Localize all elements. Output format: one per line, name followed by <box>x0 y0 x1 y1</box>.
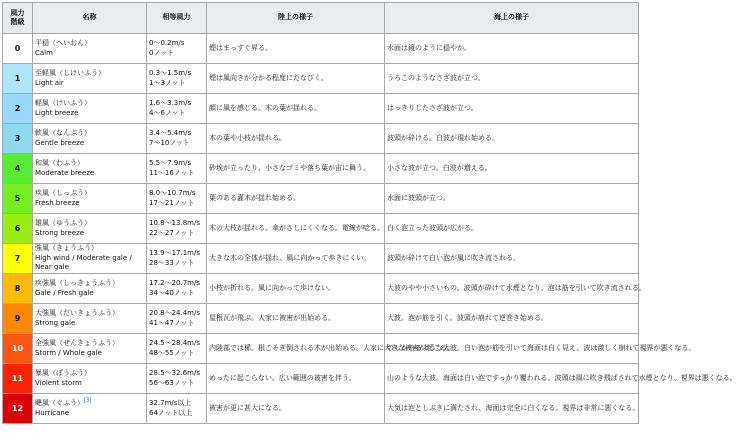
name-en: Strong gale <box>35 318 76 327</box>
name-cell <box>33 334 147 364</box>
header-force: 風力 階級 <box>3 3 33 34</box>
speed-kt: 48〜55ノット <box>149 348 195 357</box>
speed-cell <box>147 334 207 364</box>
name-ja: 和風（わふう） <box>35 159 84 167</box>
speed-cell <box>147 34 207 64</box>
name-en: Gale / Fresh gale <box>35 288 94 297</box>
speed-ms: 1.6〜3.3m/s <box>149 99 192 107</box>
name-cell <box>33 304 147 334</box>
force-cell: 2 <box>3 94 33 124</box>
sea-cell: 波頭が砕ける。白波が現れ始める。 <box>385 124 639 154</box>
table-body <box>3 34 737 424</box>
header-land: 陸上の様子 <box>207 3 385 34</box>
speed-ms: 8.0〜10.7m/s <box>149 189 196 197</box>
speed-kt: 0ノット <box>149 48 174 57</box>
speed-kt: 41〜47ノット <box>149 318 195 327</box>
name-en: Calm <box>35 48 53 57</box>
sea-cell: 大気は泡としぶきに満たされ、海面は完全に白くなる。視界は非常に悪くなる。 <box>385 394 639 424</box>
land-cell: 木の葉や小枝が揺れる。 <box>207 124 385 154</box>
speed-cell <box>147 364 207 394</box>
name-cell <box>33 394 147 424</box>
name-cell <box>33 364 147 394</box>
sea-cell: 小さな波が立つ。白波が増える。 <box>385 154 639 184</box>
name-ja: 颶風（ぐふう） <box>35 399 84 407</box>
table-row <box>3 154 639 184</box>
table-row <box>3 124 639 154</box>
land-cell: 小枝が折れる。風に向かって歩けない。 <box>207 274 385 304</box>
speed-cell <box>147 214 207 244</box>
speed-ms: 0〜0.2m/s <box>149 39 185 47</box>
speed-ms: 5.5〜7.9m/s <box>149 159 192 167</box>
name-ja: 軟風（なんぷう） <box>35 129 91 137</box>
name-en: Moderate breeze <box>35 168 95 177</box>
speed-kt: 7〜10ノット <box>149 138 190 147</box>
speed-ms: 24.5〜28.4m/s <box>149 339 200 347</box>
sea-cell: 水面に波頭が立つ。 <box>385 184 639 214</box>
name-cell <box>33 64 147 94</box>
name-cell <box>33 244 147 274</box>
land-cell: めったに起こらない。広い範囲の被害を伴う。 <box>207 364 385 394</box>
name-cell <box>33 124 147 154</box>
land-cell: 木の大枝が揺れる。傘がさしにくくなる。電線が唸る。 <box>207 214 385 244</box>
name-ja: 大強風（だいきょうふう） <box>35 309 119 317</box>
land-cell: 内陸部では稀。根こそぎ倒される木が出始める。人家に大きな被害が起こる。 <box>207 334 385 364</box>
sea-cell: 大波のやや小さいもの。波頭が砕けて水煙となり、泡は筋を引いて吹き流される。 <box>385 274 639 304</box>
speed-ms: 3.4〜5.4m/s <box>149 129 192 137</box>
header-name: 名称 <box>33 3 147 34</box>
beaufort-scale-table <box>2 2 737 424</box>
speed-ms: 10.8〜13.8m/s <box>149 219 200 227</box>
speed-cell <box>147 94 207 124</box>
land-cell: 顔に風を感じる。木の葉が揺れる。 <box>207 94 385 124</box>
name-en: Fresh breeze <box>35 198 80 207</box>
force-cell: 5 <box>3 184 33 214</box>
speed-kt: 22〜27ノット <box>149 228 195 237</box>
land-cell: 屋根瓦が飛ぶ。人家に被害が出始める。 <box>207 304 385 334</box>
force-cell: 12 <box>3 394 33 424</box>
force-cell: 8 <box>3 274 33 304</box>
sea-cell: 水面は鏡のように穏やか。 <box>385 34 639 64</box>
name-ja: 強風（きょうふう） <box>35 244 98 253</box>
name-ja: 暴風（ぼうふう） <box>35 369 91 377</box>
sea-cell: うろこのようなさざ波が立つ。 <box>385 64 639 94</box>
speed-cell <box>147 184 207 214</box>
name-en: Hurricane <box>35 408 70 417</box>
speed-cell <box>147 304 207 334</box>
sea-cell: 波頭が砕けて白い泡が風に吹き流される。 <box>385 244 639 274</box>
speed-ms: 0.3〜1.5m/s <box>149 69 192 77</box>
name-ja: 疾強風（しっきょうふう） <box>35 279 119 287</box>
table-row <box>3 244 639 274</box>
name-en: Strong breeze <box>35 228 85 237</box>
force-cell: 10 <box>3 334 33 364</box>
name-ja-line <box>35 399 144 409</box>
speed-kt: 17〜21ノット <box>149 198 195 207</box>
speed-cell <box>147 394 207 424</box>
speed-ms: 13.9〜17.1m/s <box>149 249 200 257</box>
table-row <box>3 274 639 304</box>
speed-kt: 28〜33ノット <box>149 258 195 267</box>
table-row <box>3 214 639 244</box>
speed-kt: 1〜3ノット <box>149 78 186 87</box>
speed-cell <box>147 274 207 304</box>
force-cell: 0 <box>3 34 33 64</box>
header-sea: 海上の様子 <box>385 3 639 34</box>
force-cell: 3 <box>3 124 33 154</box>
land-cell: 煙は風向きが分かる程度にたなびく。 <box>207 64 385 94</box>
speed-kt: 64ノット以上 <box>149 408 193 417</box>
name-en: Violent storm <box>35 378 82 387</box>
name-en: Storm / Whole gale <box>35 348 102 357</box>
table-row <box>3 304 639 334</box>
name-cell <box>33 184 147 214</box>
table-row <box>3 94 639 124</box>
force-cell: 6 <box>3 214 33 244</box>
name-ja: 平穏（へいおん） <box>35 39 91 47</box>
speed-ms: 32.7m/s以上 <box>149 399 192 407</box>
name-ja: 雄風（ゆうふう） <box>35 219 91 227</box>
table-row <box>3 364 639 394</box>
land-cell: 被害が更に甚大になる。 <box>207 394 385 424</box>
header-speed: 相等風力 <box>147 3 207 34</box>
speed-cell <box>147 154 207 184</box>
reference-link[interactable]: [3] <box>84 397 92 404</box>
speed-kt: 4〜6ノット <box>149 108 186 117</box>
speed-ms: 28.5〜32.6m/s <box>149 369 200 377</box>
name-ja: 軽風（けいふう） <box>35 99 91 107</box>
name-cell <box>33 34 147 64</box>
table-header-row <box>3 3 639 34</box>
name-cell <box>33 154 147 184</box>
sea-cell: 白く泡立った波頭が広がる。 <box>385 214 639 244</box>
name-en: Light air <box>35 78 64 87</box>
land-cell: 大きな木の全体が揺れ、風に向かって歩きにくい。 <box>207 244 385 274</box>
table-row <box>3 394 639 424</box>
land-cell: 砂埃が立ったり、小さなゴミや落ち葉が宙に舞う。 <box>207 154 385 184</box>
name-cell <box>33 214 147 244</box>
speed-kt: 56〜63ノット <box>149 378 195 387</box>
force-cell: 11 <box>3 364 33 394</box>
speed-cell <box>147 244 207 274</box>
force-cell: 4 <box>3 154 33 184</box>
table-row <box>3 184 639 214</box>
sea-cell: のしかかるような大波。白い泡が筋を引いて海面は白く見え、波は激しく崩れて視界が悪くなる。 <box>385 334 639 364</box>
force-cell: 7 <box>3 244 33 274</box>
name-en: High wind / Moderate gale / Near gale <box>35 253 132 272</box>
name-ja: 疾風（しっぷう） <box>35 189 91 197</box>
table-row <box>3 34 639 64</box>
force-cell: 1 <box>3 64 33 94</box>
name-en: Gentle breeze <box>35 138 85 147</box>
land-cell: 葉のある灌木が揺れ始める。 <box>207 184 385 214</box>
name-cell <box>33 274 147 304</box>
name-ja: 至軽風（しけいふう） <box>35 69 105 77</box>
sea-cell: 山のような大波。海面は白い泡ですっかり覆われる。波頭は風に吹き飛ばされて水煙となり、視界は悪くなる。 <box>385 364 639 394</box>
speed-cell <box>147 64 207 94</box>
force-cell: 9 <box>3 304 33 334</box>
table-row <box>3 334 639 364</box>
speed-kt: 11〜16ノット <box>149 168 195 177</box>
speed-cell <box>147 124 207 154</box>
speed-kt: 34〜40ノット <box>149 288 195 297</box>
speed-ms: 17.2〜20.7m/s <box>149 279 200 287</box>
name-ja: 全強風（ぜんきょうふう） <box>35 339 119 347</box>
land-cell: 煙はまっすぐ昇る。 <box>207 34 385 64</box>
sea-cell: 大波。泡が筋を引く。波頭が崩れて逆巻き始める。 <box>385 304 639 334</box>
name-en: Light breeze <box>35 108 79 117</box>
name-cell <box>33 94 147 124</box>
table-row <box>3 64 639 94</box>
sea-cell: はっきりしたさざ波が立つ。 <box>385 94 639 124</box>
speed-ms: 20.8〜24.4m/s <box>149 309 200 317</box>
